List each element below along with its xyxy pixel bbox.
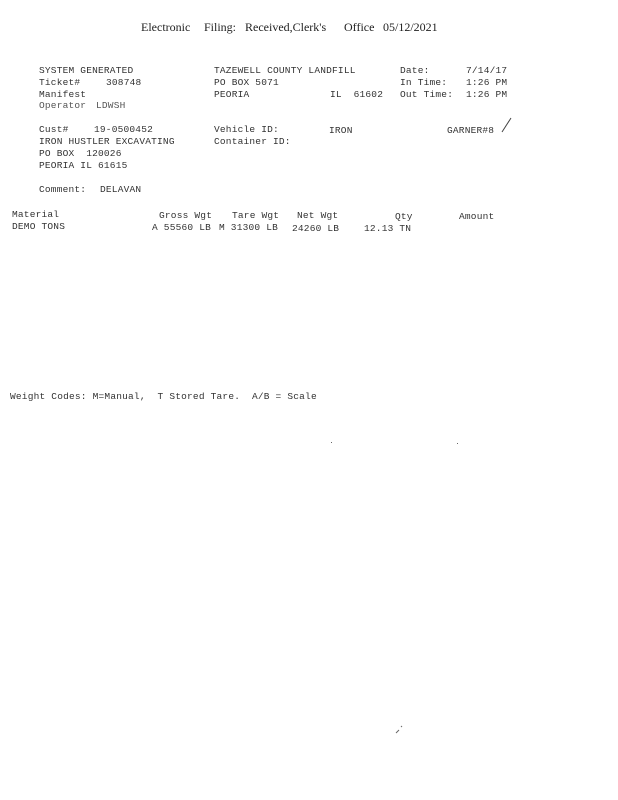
scan-mark	[394, 723, 404, 735]
column-header-quantity: Qty	[395, 211, 413, 222]
ticket-number-value: 308748	[106, 77, 142, 88]
vehicle-id-label: Vehicle ID:	[214, 124, 279, 135]
customer-city-state-zip: PEORIA IL 61615	[39, 160, 128, 171]
row-gross-weight: A 55560 LB	[152, 222, 212, 233]
handwritten-slash-mark	[500, 116, 514, 134]
row-net-weight: 24260 LB	[292, 223, 340, 234]
row-tare-weight: M 31300 LB	[219, 222, 279, 233]
operator-label: Operator	[39, 100, 87, 111]
operator-value: LDWSH	[96, 100, 126, 111]
customer-number-value: 19-0500452	[94, 124, 154, 135]
date-value: 7/14/17	[466, 65, 508, 76]
landfill-city: PEORIA	[214, 89, 250, 100]
weight-codes-legend: Weight Codes: M=Manual, T Stored Tare. A/B = Scale	[10, 391, 317, 402]
in-time-label: In Time:	[400, 77, 448, 88]
column-header-material: Material	[12, 209, 60, 220]
customer-name: IRON HUSTLER EXCAVATING	[39, 136, 175, 147]
container-id-label: Container ID:	[214, 136, 291, 147]
scan-speck	[331, 442, 332, 443]
vehicle-id-value: IRON	[329, 125, 353, 136]
ticket-number-label: Ticket#	[39, 77, 81, 88]
system-generated-label: SYSTEM GENERATED	[39, 65, 134, 76]
column-header-gross-weight: Gross Wgt	[159, 210, 213, 221]
manifest-label: Manifest	[39, 89, 87, 100]
landfill-state-zip: IL 61602	[330, 89, 384, 100]
out-time-value: 1:26 PM	[466, 89, 508, 100]
row-material: DEMO TONS	[12, 221, 66, 232]
landfill-po-box: PO BOX 5071	[214, 77, 279, 88]
customer-number-label: Cust#	[39, 124, 69, 135]
filing-label: Filing:	[204, 20, 237, 34]
landfill-name: TAZEWELL COUNTY LANDFILL	[214, 65, 356, 76]
customer-po-box: PO BOX 120026	[39, 148, 122, 159]
filing-electronic: Electronic	[141, 20, 191, 34]
row-quantity: 12.13 TN	[364, 223, 412, 234]
filing-received-clerk: Received,Clerk's	[245, 20, 327, 34]
column-header-amount: Amount	[459, 211, 495, 222]
filing-date: 05/12/2021	[383, 20, 438, 34]
garner-number: GARNER#8	[447, 125, 495, 136]
in-time-value: 1:26 PM	[466, 77, 508, 88]
comment-value: DELAVAN	[100, 184, 142, 195]
column-header-net-weight: Net Wgt	[297, 210, 339, 221]
scan-speck	[457, 443, 458, 444]
out-time-label: Out Time:	[400, 89, 454, 100]
column-header-tare-weight: Tare Wgt	[232, 210, 280, 221]
comment-label: Comment:	[39, 184, 87, 195]
date-label: Date:	[400, 65, 430, 76]
filing-office: Office	[344, 20, 375, 34]
